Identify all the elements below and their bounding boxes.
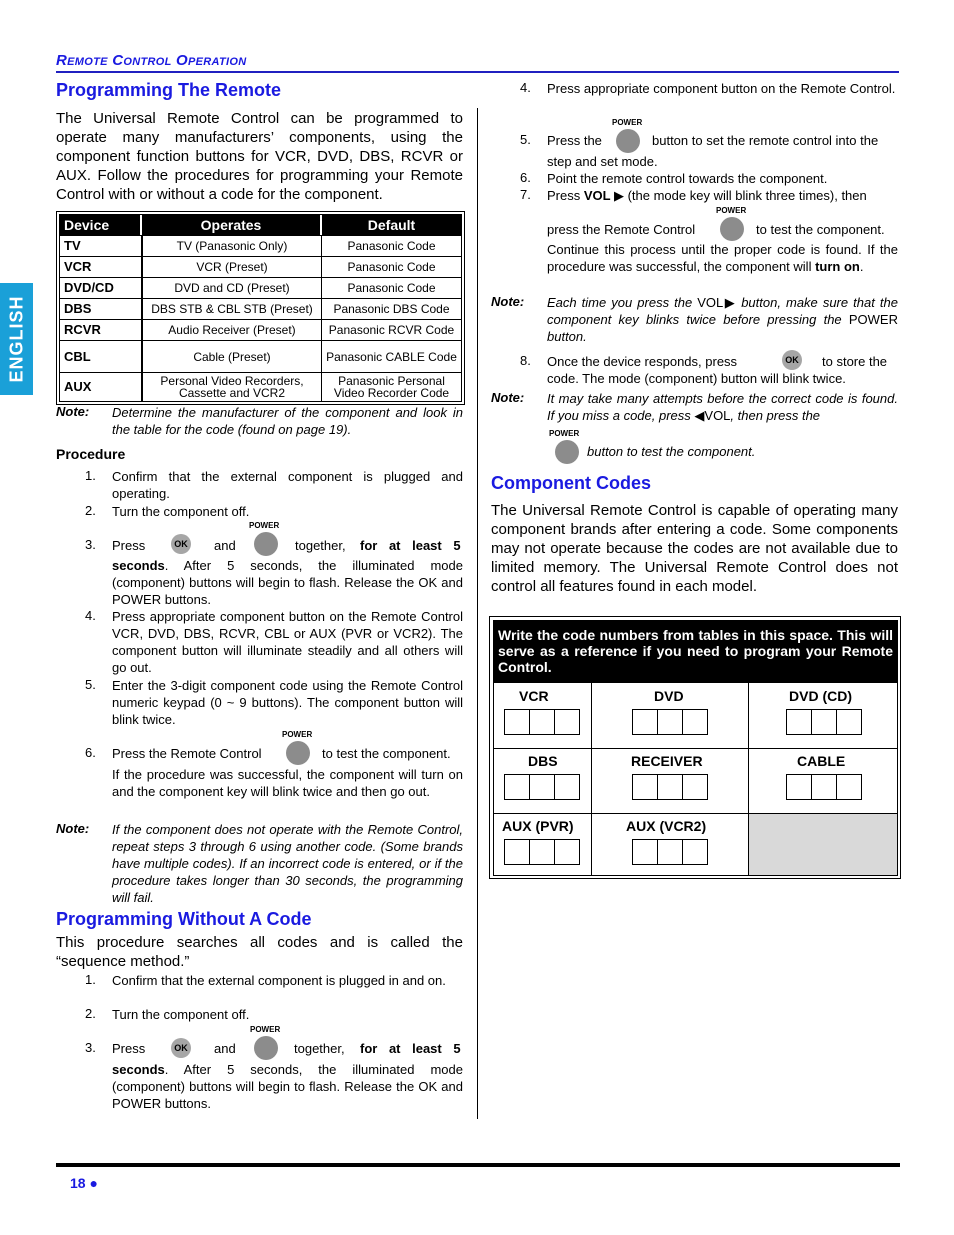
step-number: 1. — [85, 972, 96, 987]
step-number: 6. — [85, 745, 96, 760]
ok-button-icon: OK — [171, 534, 191, 554]
table-row: CBL — [60, 341, 140, 372]
step-text: Press — [112, 1041, 146, 1056]
power-label: POWER — [249, 521, 280, 530]
intro-paragraph: The Universal Remote Control can be programmed to operate many manufacturers’ components, using the component function buttons for VCR, DVD, DBS, RCVR or AUX. Follow the procedures for programming your Remote Control with or without a code for the component. — [56, 110, 463, 203]
step-text: for at least 5 — [360, 1041, 461, 1056]
step-text: Press — [112, 538, 146, 553]
header-rule — [56, 71, 899, 73]
power-button-icon — [555, 440, 579, 464]
step-text: button to set the remote control into the — [652, 133, 879, 148]
step-text: step and set mode. — [547, 154, 658, 169]
note-text: Each time you press the VOL▶ button, make sure that the component key blinks twice before pressing the POWER button. — [547, 295, 898, 344]
footer-rule — [56, 1163, 900, 1167]
table-cell: Panasonic Personal Video Recorder Code — [333, 374, 450, 400]
heading-programming-remote: Programming The Remote — [56, 80, 282, 100]
code-label-dvd-cd: DVD (CD) — [789, 688, 852, 704]
table-cell: VCR (Preset) — [196, 260, 268, 274]
table-row: RCVR — [60, 320, 140, 340]
step-number: 1. — [85, 468, 96, 483]
power-button-icon — [720, 217, 744, 241]
empty-cell — [749, 814, 897, 875]
table-row: VCR — [60, 257, 140, 277]
step-text: Confirm that the external component is plugged and operating. — [112, 469, 463, 501]
step-text: Once the device responds, press — [547, 354, 738, 369]
code-label-vcr: VCR — [519, 688, 549, 704]
step-number: 2. — [85, 503, 96, 518]
code-input-dvd-cd[interactable] — [786, 709, 861, 735]
table-cell: Cable (Preset) — [193, 349, 271, 364]
step-text: Enter the 3-digit component code using the Remote Control numeric keypad (0 ~ 9 buttons). The component button will blink twice. — [112, 678, 463, 727]
table-cell: Personal Video Recorders, Cassette and VCR2 — [160, 374, 304, 400]
table-cell: TV (Panasonic Only) — [176, 239, 288, 253]
table-row: DVD/CD — [60, 278, 140, 298]
table-cell: DBS STB & CBL STB (Preset) — [151, 302, 313, 316]
note-text: If the component does not operate with the Remote Control, repeat steps 3 through 6 using another code. (Some brands have multiple codes). If an incorrect code is entered, or if the procedure takes longer than 30 seconds, the programming will fail. — [112, 822, 463, 905]
step-text: together, — [295, 538, 346, 553]
step-text: Point the remote control towards the component. — [547, 171, 828, 186]
step-text: to store the — [822, 354, 888, 369]
heading-component-codes: Component Codes — [491, 473, 651, 493]
code-label-aux-pvr: AUX (PVR) — [502, 818, 574, 834]
table-header-operates: Operates — [142, 215, 320, 235]
step-text: for at least 5 — [360, 538, 461, 553]
step-text: to test the component. — [322, 746, 451, 761]
sequence-intro: This procedure searches all codes and is called the “sequence method.” — [56, 934, 463, 970]
step-number: 7. — [520, 187, 531, 202]
power-button-icon — [254, 532, 278, 556]
code-input-cable[interactable] — [786, 774, 861, 800]
step-text: Press the Remote Control — [112, 746, 262, 761]
step-text: Press appropriate component button on the Remote Control VCR, DVD, DBS, RCVR, CBL or AUX (PVR or VCR2). The component button will illuminate steadily and all others will go out. — [112, 609, 463, 675]
table-cell: Panasonic RCVR Code — [328, 323, 455, 337]
step-text: If the procedure was successful, the component will turn on and the component key will blink twice and then go out. — [112, 767, 463, 799]
device-table — [56, 211, 465, 405]
code-input-dvd[interactable] — [632, 709, 707, 735]
table-row: TV — [60, 236, 140, 256]
table-row: AUX — [60, 373, 140, 401]
code-input-aux-vcr2[interactable] — [632, 839, 707, 865]
step-number: 4. — [520, 80, 531, 95]
code-label-aux-vcr2: AUX (VCR2) — [626, 818, 707, 834]
table-cell: Audio Receiver (Preset) — [168, 323, 296, 337]
step-text: and — [214, 1041, 236, 1056]
table-cell: Panasonic Code — [347, 260, 436, 274]
power-button-icon — [616, 129, 640, 153]
step-text: seconds. After 5 seconds, the illuminated mode (component) buttons will begin to flash. Release the OK and POWER buttons. — [112, 1062, 463, 1111]
step-text: Press VOL ▶ (the mode key will blink three times), then — [547, 188, 867, 203]
table-cell: DVD and CD (Preset) — [174, 281, 290, 295]
code-label-receiver: RECEIVER — [631, 753, 703, 769]
ok-button-icon: OK — [782, 350, 802, 370]
step-text: code. The mode (component) button will blink twice. — [547, 371, 846, 386]
table-header-device: Device — [60, 215, 140, 235]
language-tab: ENGLISH — [0, 283, 33, 395]
table-cell: Panasonic DBS Code — [333, 302, 450, 316]
step-text: press the Remote Control — [547, 222, 696, 237]
table-cell: Panasonic Code — [347, 239, 436, 253]
code-label-dbs: DBS — [528, 753, 558, 769]
step-number: 8. — [520, 353, 531, 368]
table-header-default: Default — [322, 215, 461, 235]
note-label: Note: — [56, 821, 90, 836]
code-input-aux-pvr[interactable] — [504, 839, 579, 865]
note-label: Note: — [491, 294, 525, 309]
step-text: to test the component. — [756, 222, 885, 237]
note-text: Determine the manufacturer of the component and look in the table for the code (found on page 19). — [112, 405, 463, 437]
page-number: 18 ● — [70, 1175, 98, 1191]
code-input-dbs[interactable] — [504, 774, 579, 800]
procedure-title: Procedure — [56, 446, 126, 462]
step-number: 5. — [85, 677, 96, 692]
note-label: Note: — [56, 404, 90, 419]
ok-button-icon: OK — [171, 1038, 191, 1058]
column-divider — [477, 108, 478, 1119]
step-text: Press the — [547, 133, 602, 148]
power-label: POWER — [612, 118, 643, 127]
code-input-receiver[interactable] — [632, 774, 707, 800]
step-text: Continue this process until the proper code is found. If the procedure was successful, the component will turn on. — [547, 242, 898, 274]
code-label-dvd: DVD — [654, 688, 684, 704]
table-row: DBS — [60, 299, 140, 319]
note-text: button to test the component. — [587, 444, 756, 459]
note-label: Note: — [491, 390, 525, 405]
component-codes-paragraph: The Universal Remote Control is capable of operating many component brands after entering a code. Some components may not operate because the codes are not available due to limited memory. The Universal Remote Control does not control all features found in each model. — [491, 502, 898, 595]
power-button-icon — [286, 741, 310, 765]
power-label: POWER — [716, 206, 747, 215]
power-label: POWER — [282, 730, 313, 739]
power-button-icon — [254, 1036, 278, 1060]
heading-programming-without-code: Programming Without A Code — [56, 909, 312, 929]
step-number: 5. — [520, 132, 531, 147]
note-text: It may take many attempts before the correct code is found. If you miss a code, press ◀VOL, then press the — [547, 391, 898, 423]
step-text: Confirm that the external component is plugged in and on. — [112, 973, 446, 988]
step-text: and — [214, 538, 236, 553]
table-cell: Panasonic CABLE Code — [326, 349, 457, 364]
step-text: together, — [294, 1041, 345, 1056]
code-box-header: Write the code numbers from tables in this space. This will serve as a reference if you need to program your Remote Control. — [494, 621, 897, 683]
step-number: 4. — [85, 608, 96, 623]
step-number: 6. — [520, 170, 531, 185]
section-header: Remote Control Operation — [56, 52, 247, 69]
step-text: Press appropriate component button on the Remote Control. — [547, 81, 896, 96]
step-text: Turn the component off. — [112, 1007, 250, 1022]
step-text: seconds. After 5 seconds, the illuminated mode (component) buttons will begin to flash. Release the OK and POWER buttons. — [112, 558, 463, 607]
step-text: Turn the component off. — [112, 504, 250, 519]
code-label-cable: CABLE — [797, 753, 846, 769]
code-entry-box — [489, 616, 901, 879]
power-label: POWER — [549, 429, 580, 438]
table-cell: Panasonic Code — [347, 281, 436, 295]
step-number: 2. — [85, 1006, 96, 1021]
power-label: POWER — [250, 1025, 281, 1034]
step-number: 3. — [85, 537, 96, 552]
step-number: 3. — [85, 1040, 96, 1055]
code-input-vcr[interactable] — [504, 709, 579, 735]
